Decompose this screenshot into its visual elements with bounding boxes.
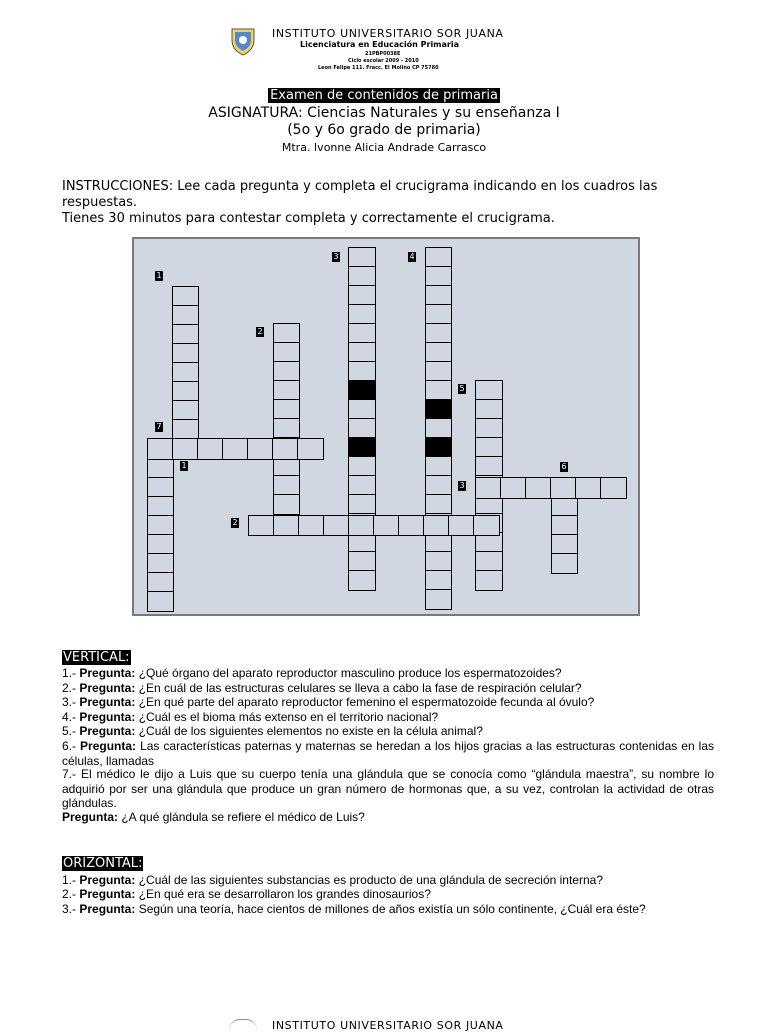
crossword-grid: [132, 237, 640, 616]
crossword-cell[interactable]: [147, 553, 174, 574]
horizontal-clue-3: 3.- Pregunta: Según una teoría, hace cientos de millones de años existía un sólo continente, ¿Cuál era éste?: [62, 902, 646, 916]
clue-number-vertical-5: 5: [459, 384, 465, 393]
crossword-cell[interactable]: [425, 285, 452, 306]
crossword-cell[interactable]: [348, 551, 376, 572]
crossword-cell[interactable]: [425, 589, 452, 610]
crossword-cell[interactable]: [323, 515, 350, 536]
crossword-cell[interactable]: [348, 361, 376, 382]
crossword-cell[interactable]: [425, 494, 452, 515]
crossword-cell[interactable]: [425, 342, 452, 363]
instructions-text: INSTRUCCIONES: Lee cada pregunta y completa el crucigrama indicando en los cuadros las respuestas.: [62, 179, 658, 210]
crossword-cell[interactable]: [373, 515, 400, 536]
crossword-cell[interactable]: [147, 572, 174, 593]
crossword-cell[interactable]: [273, 380, 300, 401]
crossword-cell[interactable]: [475, 418, 503, 439]
crossword-cell[interactable]: [475, 456, 503, 477]
crossword-cell[interactable]: [425, 418, 452, 439]
horizontal-clue-1: 1.- Pregunta: ¿Cuál de las siguientes substancias es producto de una glándula de secreción interna?: [62, 873, 603, 887]
crossword-black-cell: [348, 437, 376, 458]
crossword-cell[interactable]: [475, 437, 503, 458]
crossword-cell[interactable]: [551, 515, 578, 536]
crossword-cell[interactable]: [147, 458, 174, 479]
crossword-cell[interactable]: [348, 342, 376, 363]
crossword-cell[interactable]: [425, 551, 452, 572]
crossword-cell[interactable]: [600, 477, 627, 499]
exam-title: Examen de contenidos de primaria: [270, 88, 498, 103]
crossword-cell[interactable]: [473, 515, 500, 536]
crossword-cell[interactable]: [147, 534, 174, 555]
crossword-cell[interactable]: [550, 477, 577, 499]
crossword-cell[interactable]: [425, 380, 452, 401]
crossword-cell[interactable]: [475, 380, 503, 401]
clue-number-horizontal-3: 3: [459, 481, 465, 490]
crossword-cell[interactable]: [475, 399, 503, 420]
crossword-cell[interactable]: [348, 323, 376, 344]
crossword-cell[interactable]: [551, 553, 578, 574]
vertical-clue-7-question: Pregunta: ¿A qué glándula se refiere el médico de Luis?: [62, 810, 365, 824]
vertical-clue-3: 3.- Pregunta: ¿En qué parte del aparato reproductor femenino el espermatozoide fecunda al óvulo?: [62, 695, 595, 709]
crossword-cell[interactable]: [398, 515, 425, 536]
crossword-cell[interactable]: [273, 342, 300, 363]
crossword-cell[interactable]: [172, 381, 199, 402]
clue-number-vertical-1: 1: [156, 271, 162, 280]
clue-number-vertical-2: 2: [257, 327, 263, 336]
crossword-cell[interactable]: [348, 247, 376, 268]
crossword-cell[interactable]: [348, 515, 375, 536]
crossword-cell[interactable]: [172, 400, 199, 421]
crossword-black-cell: [425, 437, 452, 458]
crossword-cell[interactable]: [425, 475, 452, 496]
crossword-cell[interactable]: [172, 362, 199, 383]
crossword-cell[interactable]: [297, 438, 324, 460]
crossword-cell[interactable]: [475, 570, 503, 591]
clue-number-vertical-4: 4: [409, 252, 415, 261]
crossword-cell[interactable]: [273, 361, 300, 382]
crossword-cell[interactable]: [551, 496, 578, 517]
institution-logo: [229, 26, 257, 56]
subject: ASIGNATURA: Ciencias Naturales y su enseñanza I: [208, 105, 560, 121]
institution-name: INSTITUTO UNIVERSITARIO SOR JUANA: [272, 27, 504, 40]
crossword-cell[interactable]: [172, 343, 199, 364]
crossword-cell[interactable]: [273, 418, 300, 439]
clue-number-vertical-6: 6: [561, 462, 567, 471]
horizontal-heading: ORIZONTAL:: [63, 856, 143, 871]
vertical-clue-5: 5.- Pregunta: ¿Cuál de los siguientes elementos no existe en la célula animal?: [62, 724, 483, 738]
vertical-clue-4: 4.- Pregunta: ¿Cuál es el bioma más extenso en el territorio nacional?: [62, 710, 439, 724]
crossword-cell[interactable]: [525, 477, 552, 499]
crossword-cell[interactable]: [425, 247, 452, 268]
crossword-cell[interactable]: [575, 477, 602, 499]
crossword-cell[interactable]: [147, 477, 174, 498]
crossword-cell[interactable]: [298, 515, 325, 536]
vertical-heading: VERTICAL:: [63, 650, 130, 665]
vertical-clue-7: 7.- El médico le dijo a Luis que su cuerpo tenía una glándula que se conocía como “glándula maestra”, su nombre lo adquirió por ser una glándula que produce un gran número de hormonas que, a su vez, controlan la actividad de otras glándulas.: [62, 767, 715, 810]
crossword-cell[interactable]: [172, 438, 199, 460]
crossword-cell[interactable]: [348, 418, 376, 439]
crossword-cell[interactable]: [222, 438, 249, 460]
crossword-cell[interactable]: [348, 304, 376, 325]
crossword-cell[interactable]: [348, 570, 376, 591]
crossword-cell[interactable]: [348, 266, 376, 287]
crossword-cell[interactable]: [448, 515, 475, 536]
crossword-cell[interactable]: [348, 475, 376, 496]
crossword-cell[interactable]: [273, 515, 300, 536]
crossword-cell[interactable]: [475, 551, 503, 572]
crossword-cell[interactable]: [273, 399, 300, 420]
crossword-cell[interactable]: [272, 438, 299, 460]
crossword-cell[interactable]: [247, 438, 274, 460]
crossword-cell[interactable]: [273, 475, 300, 496]
crossword-cell[interactable]: [425, 456, 452, 477]
crossword-cell[interactable]: [172, 324, 199, 345]
crossword-cell[interactable]: [172, 305, 199, 326]
crossword-cell[interactable]: [273, 494, 300, 515]
crossword-cell[interactable]: [475, 477, 502, 499]
school-code: 21PBP0038E: [365, 51, 401, 57]
footer-institution-name: INSTITUTO UNIVERSITARIO SOR JUANA: [272, 1019, 504, 1032]
crossword-cell[interactable]: [425, 323, 452, 344]
crossword-cell[interactable]: [423, 515, 450, 536]
school-address: Leon Felipe 111. Fracc. El Molino CP 75780: [318, 65, 439, 71]
crossword-cell[interactable]: [248, 515, 275, 536]
crossword-cell[interactable]: [147, 591, 174, 612]
crossword-cell[interactable]: [348, 494, 376, 515]
crossword-cell[interactable]: [273, 323, 300, 344]
vertical-clue-2: 2.- Pregunta: ¿En cuál de las estructuras celulares se lleva a cabo la fase de respiración celular?: [62, 681, 582, 695]
horizontal-clue-2: 2.- Pregunta: ¿En qué era se desarrollaron los grandes dinosaurios?: [62, 887, 431, 901]
clue-number-horizontal-2: 2: [232, 518, 238, 527]
crossword-black-cell: [425, 399, 452, 420]
crossword-cell[interactable]: [172, 419, 199, 440]
crossword-cell[interactable]: [348, 456, 376, 477]
footer-logo: [229, 1019, 257, 1030]
crossword-cell[interactable]: [425, 304, 452, 325]
time-limit-text: Tienes 30 minutos para contestar completa y correctamente el crucigrama.: [62, 211, 555, 226]
crossword-cell[interactable]: [147, 438, 174, 460]
crossword-cell[interactable]: [425, 361, 452, 382]
crossword-cell[interactable]: [147, 496, 174, 517]
crossword-cell[interactable]: [348, 399, 376, 420]
school-year: Ciclo escolar 2009 - 2010: [348, 58, 419, 64]
teacher-name: Mtra. Ivonne Alicia Andrade Carrasco: [281, 141, 487, 154]
clue-number-horizontal-1: 1: [181, 461, 187, 470]
degree-name: Licenciatura en Educación Primaria: [300, 40, 459, 49]
vertical-clue-1: 1.- Pregunta: ¿Qué órgano del aparato reproductor masculino produce los espermatozoides?: [62, 666, 562, 680]
clue-number-vertical-3: 3: [333, 252, 339, 261]
crossword-cell[interactable]: [348, 285, 376, 306]
crossword-black-cell: [348, 380, 376, 401]
clue-number-vertical-7: 7: [156, 422, 162, 431]
vertical-clue-6: 6.- Pregunta: Las características paternas y maternas se heredan a los hijos gracias a las estructuras contenidas en las células, llamadas: [62, 739, 714, 768]
crossword-cell[interactable]: [425, 570, 452, 591]
crossword-cell[interactable]: [551, 534, 578, 555]
crossword-cell[interactable]: [197, 438, 224, 460]
crossword-cell[interactable]: [147, 515, 174, 536]
crossword-cell[interactable]: [425, 266, 452, 287]
crossword-cell[interactable]: [500, 477, 527, 499]
grade-level: (5o y 6o grado de primaria): [287, 122, 481, 138]
crossword-cell[interactable]: [172, 286, 199, 307]
